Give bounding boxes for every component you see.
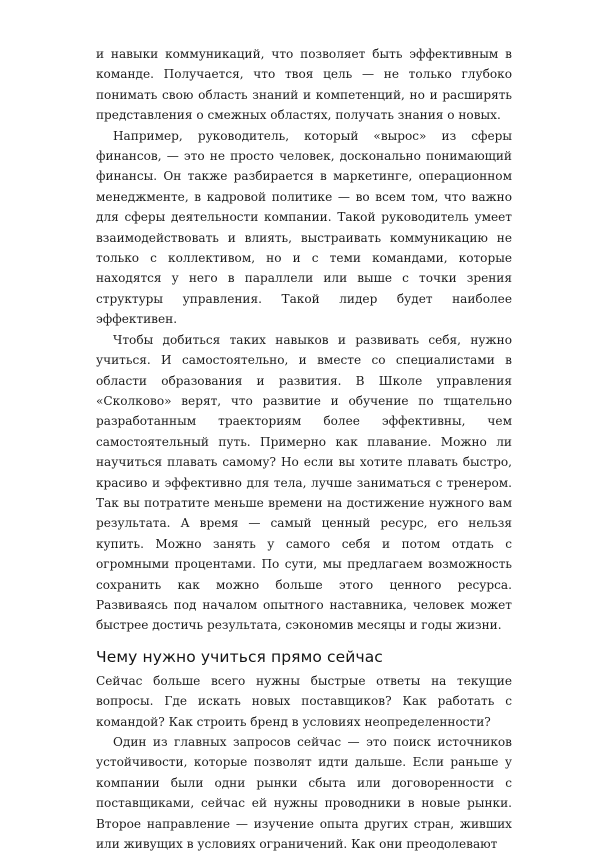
paragraph-sustainability: Один из главных запросов сейчас — это поиск источников устойчивости, которые позволят идти дальше. Если раньше у компании были одни рынки сбыта или договоренности с поставщиками, сейчас ей нужны проводники в новые рынки. Второе направление — изучение опыта других стран, живших или живущих в условиях ограничений. Как они преодолевают <box>96 735 512 852</box>
section-heading: Чему нужно учиться прямо сейчас <box>96 647 383 666</box>
paragraph-learning-swimming: Чтобы добиться таких навыков и развивать себя, нужно учиться. И самостоятельно, и вместе со специалистами в области образования и развития. В Школе управления «Сколково» верят, что развитие и обучение по тщательно разработанным траекториям более эффективны, чем самостоятельный путь. Примерно как плавание. Можно ли научиться плавать самому? Но если вы хотите плавать быстро, красиво и эффективно для тела, лучше заниматься с тренером. Так вы потратите меньше времени на достижение нужного вам результата. А время — самый ценный ресурс, его нельзя купить. Можно занять у самого себя и потом отдать с огромными процентами. По сути, мы предлагаем возможность сохранить как можно больше этого ценного ресурса. Развиваясь под началом опытного наставника, человек может быстрее достичь результата, сэкономив месяцы и годы жизни. <box>96 332 512 633</box>
page-body <box>96 44 512 854</box>
paragraph-skills-communication: и навыки коммуникаций, что позволяет быть эффективным в команде. Получается, что твоя цель — не только глубоко понимать свою область знаний и компетенций, но и расширять представления о смежных областях, получать знания о новых. <box>96 47 512 123</box>
paragraph-finance-leader: Например, руководитель, который «вырос» из сферы финансов, — это не просто человек, досконально понимающий финансы. Он также разбирается в маркетинге, операционном менеджменте, в кадровой политике — во всем том, что важно для сферы деятельности компании. Такой руководитель умеет взаимодействовать и влиять, выстраивать коммуникацию не только с коллективом, но и с теми командами, которые находятся у него в параллели или выше с точки зрения структуры управления. Такой лидер будет наиболее эффективен. <box>96 128 512 327</box>
paragraph-current-questions: Сейчас больше всего нужны быстрые ответы на текущие вопросы. Где искать новых поставщиков? Как работать с командой? Как строить бренд в условиях неопределенности? <box>96 673 512 729</box>
